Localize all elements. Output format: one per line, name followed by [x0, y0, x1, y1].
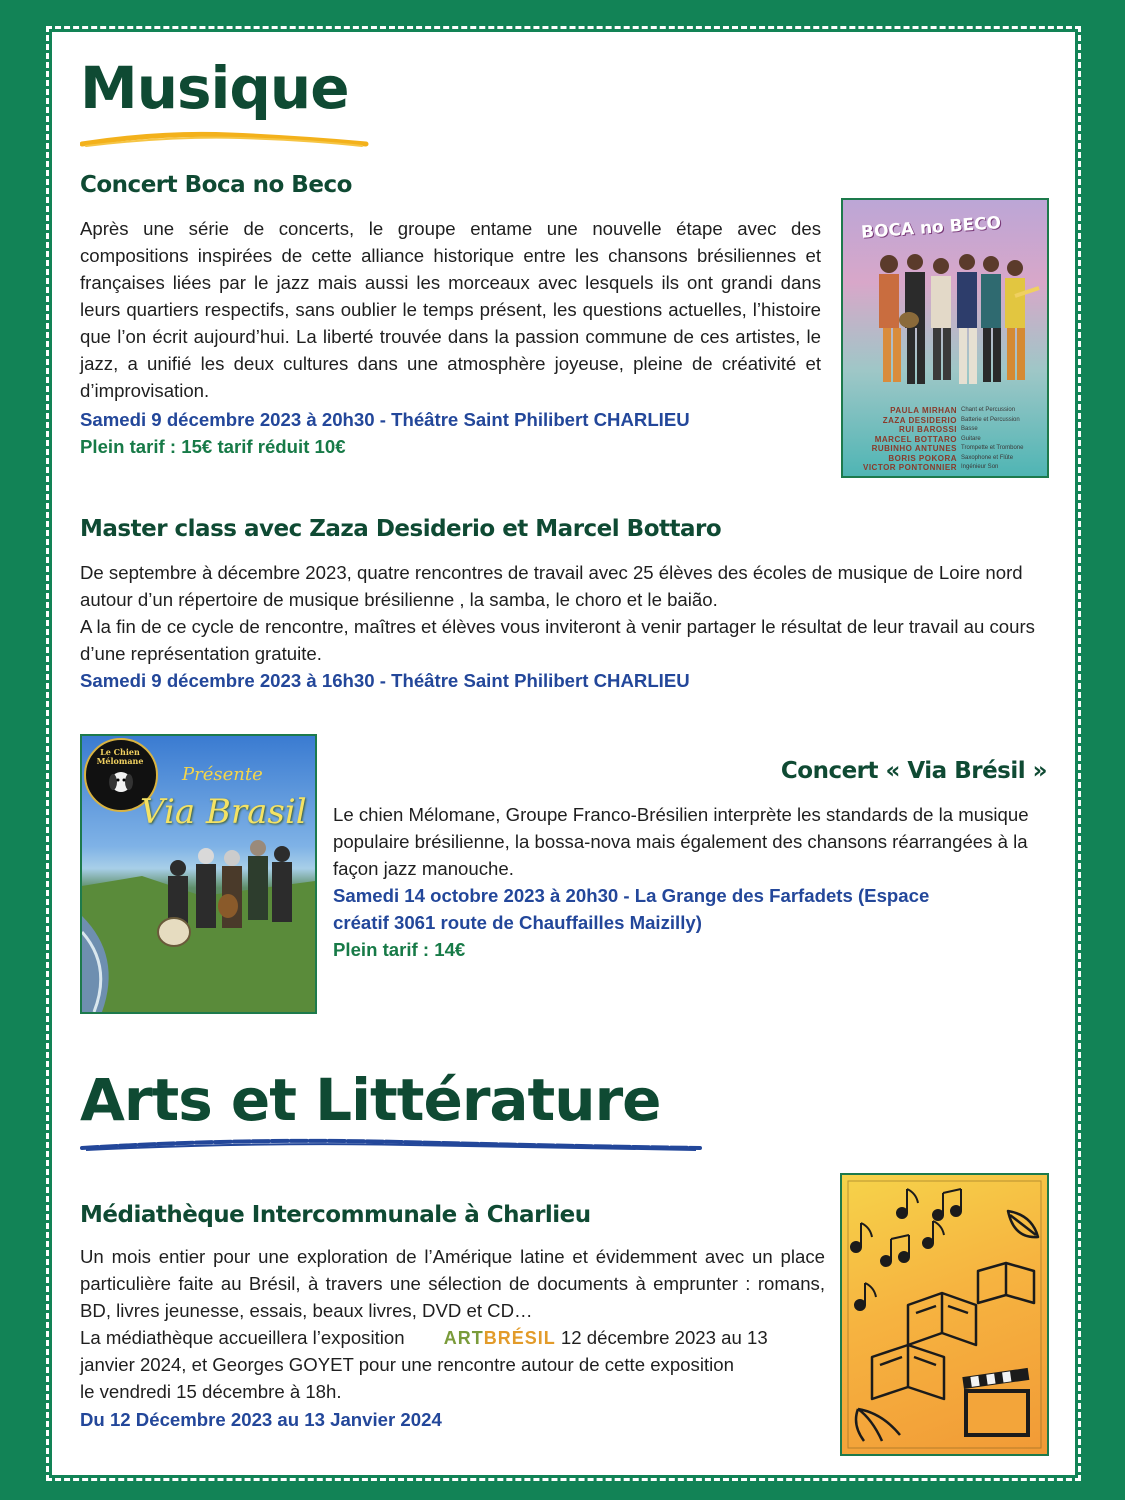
poster-credit-row: [849, 425, 1045, 435]
book-icon: [872, 1345, 944, 1399]
concert-via-bresil-date-2: créatif 3061 route de Chauffailles Maizilly): [333, 912, 702, 933]
section-title-arts: Arts et Littérature: [80, 1066, 661, 1134]
artbresil-logo: [444, 1324, 556, 1352]
concert-via-bresil-price: Plein tarif : 14€: [333, 939, 466, 960]
concert-boca-date: Samedi 9 décembre 2023 à 20h30 - Théâtre Saint Philibert CHARLIEU: [80, 409, 690, 430]
book-icon: [908, 1293, 976, 1345]
leaf-icon: [856, 1409, 900, 1441]
music-note-icon: [933, 1189, 961, 1220]
concert-via-bresil-heading: Concert « Via Brésil »: [780, 758, 1047, 784]
masterclass-body-2: A la fin de ce cycle de rencontre, maîtres et élèves vous inviteront à venir partager le résultat de leur travail au cours d’une représentation gratuite.: [80, 616, 1035, 664]
concert-boca-price: Plein tarif : 15€ tarif réduit 10€: [80, 436, 346, 457]
poster-credit-role: Basse: [961, 426, 978, 432]
music-note-icon: [881, 1235, 909, 1266]
poster-credit-row: [849, 435, 1045, 445]
poster-credit-role: Batterie et Percussion: [961, 416, 1020, 423]
boca-poster-credits: [849, 406, 1045, 473]
music-note-icon: [923, 1221, 944, 1248]
masterclass-date: Samedi 9 décembre 2023 à 16h30 - Théâtre Saint Philibert CHARLIEU: [80, 670, 690, 691]
masterclass-body-1: De septembre à décembre 2023, quatre rencontres de travail avec 25 élèves des écoles de musique de Loire nord autour d’un répertoire de musique brésilienne , la samba, le choro et le baião.: [80, 562, 1023, 610]
poster-credit-row: [849, 416, 1045, 426]
poster-credit-name: MARCEL BOTTARO: [874, 434, 957, 444]
concert-via-bresil-date-1: Samedi 14 octobre 2023 à 20h30 - La Grange des Farfadets (Espace: [333, 885, 930, 906]
poster-credit-role: Guitare: [961, 435, 981, 442]
concert-boca-body: Après une série de concerts, le groupe entame une nouvelle étape avec des compositions inspirées de cette alliance historique entre les chansons brésiliennes et françaises liées par le jazz mais aussi les morceaux avec lesquels ils ont grandi dans leurs quartiers respectifs, sans oublier le temps présent, les questions actuelles, l’histoire que l’on écrit aujourd’hui. La liberté trouvée dans la passion commune de ces artistes, le jazz, a unifié les deux cultures dans une atmosphère joyeuse, pleine de créativité et d’improvisation.: [80, 218, 821, 401]
artbresil-logo-bresil: BRÉSIL: [483, 1328, 556, 1348]
mediatheque-body-2-pre: La médiathèque accueillera l’exposition: [80, 1327, 405, 1348]
poster-credit-role: Ingénieur Son: [961, 464, 999, 470]
poster-credit-name: BORIS POKORA: [888, 453, 957, 463]
concert-via-bresil-body: Le chien Mélomane, Groupe Franco-Brésilien interprète les standards de la musique populaire brésilienne, la bossa-nova mais également des chansons réarrangées à la façon jazz manouche.: [333, 804, 1029, 879]
illustration-drawing: [842, 1175, 1047, 1454]
boca-poster-title: BOCA no BECO: [860, 213, 1002, 243]
mediatheque-body-3: janvier 2024, et Georges GOYET pour une rencontre autour de cette exposition: [80, 1354, 734, 1375]
mediatheque-body-2: [80, 1324, 768, 1352]
section-title-musique: Musique: [80, 54, 349, 122]
clapperboard-icon: [962, 1368, 1030, 1437]
mediatheque-body-4: le vendredi 15 décembre à 18h.: [80, 1381, 342, 1402]
via-brasil-poster-title: Via Brasil: [140, 792, 307, 832]
dog-icon: [101, 768, 141, 802]
via-brasil-presente: Présente: [182, 764, 263, 785]
music-note-icon: [855, 1283, 876, 1310]
poster-credit-row: [849, 444, 1045, 454]
poster-credit-name: PAULA MIRHAN: [890, 406, 957, 415]
poster-credit-name: ZAZA DESIDERIO: [882, 415, 957, 425]
leaf-icon: [1008, 1211, 1038, 1237]
books-music-illustration: [840, 1173, 1049, 1456]
poster-credit-row: [849, 454, 1045, 464]
boca-no-beco-poster: [841, 198, 1049, 478]
book-icon: [978, 1263, 1034, 1303]
mediatheque-body-1: Un mois entier pour une exploration de l’Amérique latine et évidemment avec un place particulière faite au Brésil, à travers une sélection de documents à emprunter : romans, BD, livres jeunesse, essais, beaux livres, DVD et CD…: [80, 1246, 825, 1321]
poster-credit-role: Saxophone et Flûte: [961, 454, 1014, 461]
music-note-icon: [897, 1189, 918, 1218]
artbresil-logo-art: ART: [443, 1328, 484, 1348]
poster-credit-name: VICTOR PONTONNIER: [863, 463, 957, 472]
mediatheque-heading: Médiathèque Intercommunale à Charlieu: [80, 1202, 591, 1228]
mediatheque-date: Du 12 Décembre 2023 au 13 Janvier 2024: [80, 1409, 442, 1430]
poster-credit-row: [849, 406, 1045, 416]
via-brasil-logo-text: Le Chien Mélomane: [96, 747, 144, 766]
musique-underline: [80, 130, 370, 152]
via-brasil-poster: [80, 734, 317, 1014]
poster-credit-role: Trompette et Trombone: [961, 445, 1024, 451]
poster-credit-role: Chant et Percussion: [961, 407, 1016, 413]
poster-credit-name: RUI BAROSSI: [899, 425, 957, 434]
masterclass-heading: Master class avec Zaza Desiderio et Marcel Bottaro: [80, 516, 722, 542]
arts-underline: [80, 1136, 704, 1156]
mediatheque-body-2-post: 12 décembre 2023 au 13: [555, 1327, 768, 1348]
poster-credit-name: RUBINHO ANTUNES: [871, 444, 957, 453]
concert-boca-heading: Concert Boca no Beco: [80, 172, 352, 198]
music-note-icon: [851, 1223, 872, 1252]
poster-credit-row: [849, 463, 1045, 473]
page-sheet: [52, 32, 1075, 1475]
